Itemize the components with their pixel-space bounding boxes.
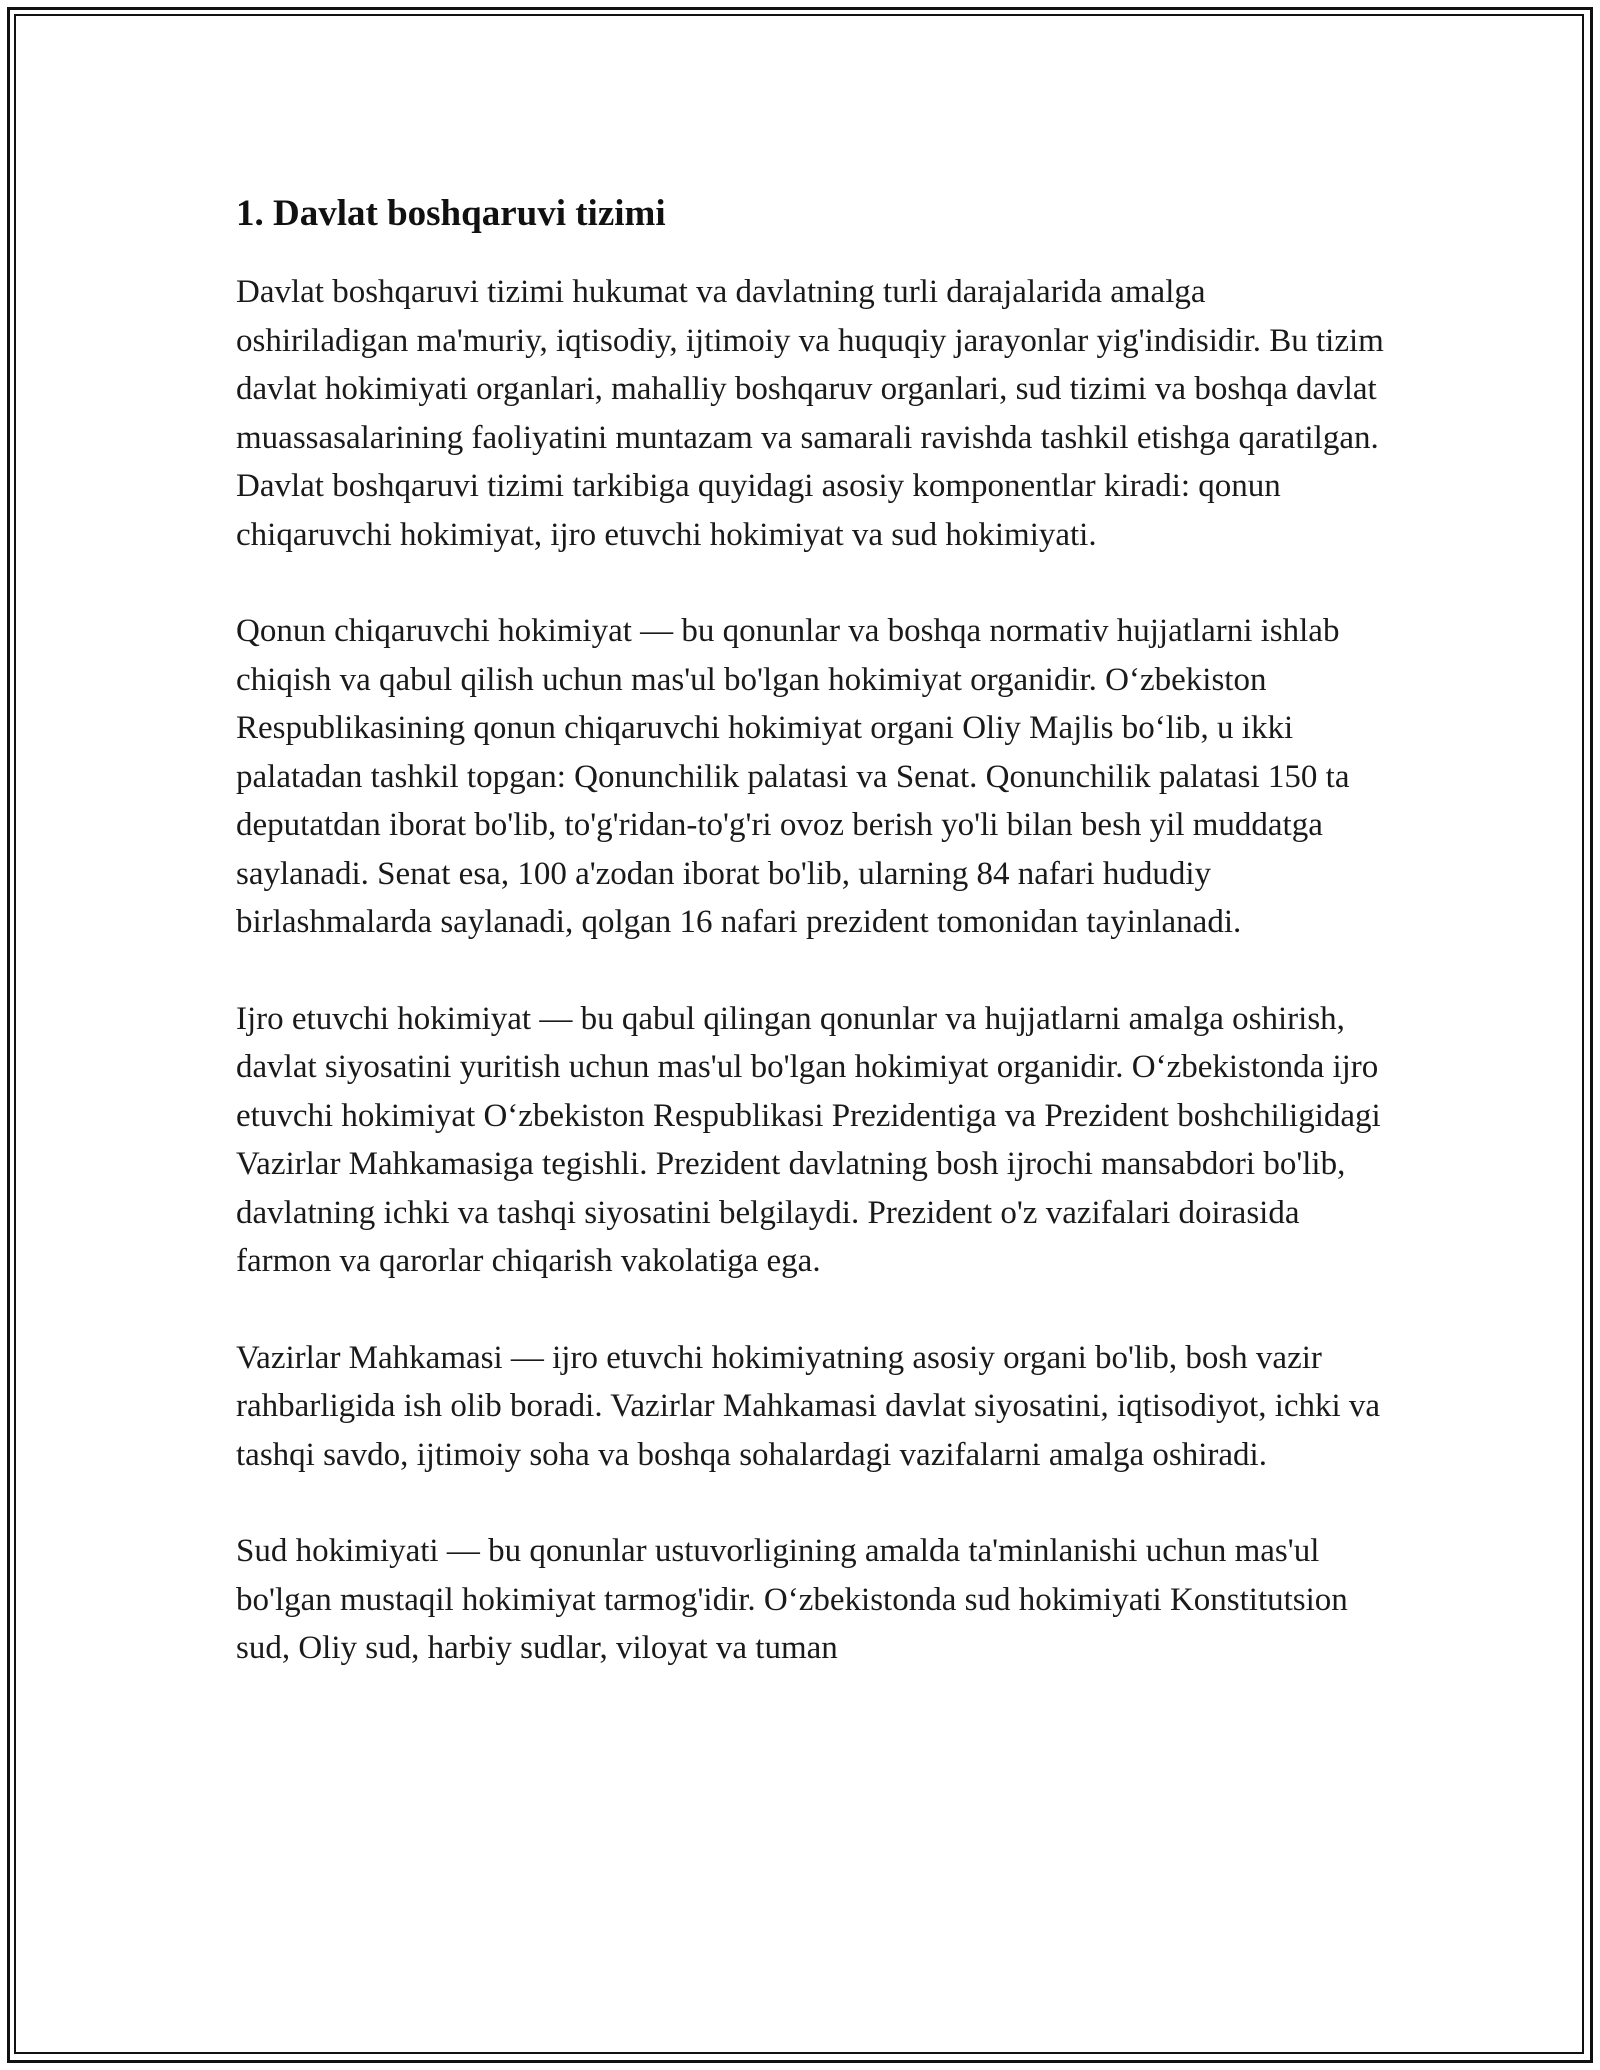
paragraph-legislative: Qonun chiqaruvchi hokimiyat — bu qonunlar va boshqa normativ hujjatlarni ishlab chiqish va qabul qilish uchun mas'ul bo'lgan hokimiyat organidir. O‘zbekiston Respublikasining qonun chiqaruvchi hokimiyat organi Oliy Majlis bo‘lib, u ikki palatadan tashkil topgan: Qonunchilik palatasi va Senat. Qonunchilik palatasi 150 ta deputatdan iborat bo'lib, to'g'ridan-to'g'ri ovoz berish yo'li bilan besh yil muddatga saylanadi. Senat esa, 100 a'zodan iborat bo'lib, ularning 84 nafari hududiy birlashmalarda saylanadi, qolgan 16 nafari prezident tomonidan tayinlanadi. <box>236 613 1350 940</box>
paragraph-cabinet: Vazirlar Mahkamasi — ijro etuvchi hokimiyatning asosiy organi bo'lib, bosh vazir rahbarligida ish olib boradi. Vazirlar Mahkamasi davlat siyosatini, iqtisodiyot, ichki va tashqi savdo, ijtimoiy soha va boshqa sohalardagi vazifalarni amalga oshiradi. <box>236 1339 1381 1473</box>
paragraph-intro: Davlat boshqaruvi tizimi hukumat va davlatning turli darajalarida amalga oshiriladigan ma'muriy, iqtisodiy, ijtimoiy va huquqiy jarayonlar yig'indisidir. Bu tizim davlat hokimiyati organlari, mahalliy boshqaruv organlari, sud tizimi va boshqa davlat muassasalarining faoliyatini muntazam va samarali ravishda tashkil etishga qaratilgan. Davlat boshqaruvi tizimi tarkibiga quyidagi asosiy komponentlar kiradi: qonun chiqaruvchi hokimiyat, ijro etuvchi hokimiyat va sud hokimiyati. <box>236 274 1384 553</box>
paragraph-judicial: Sud hokimiyati — bu qonunlar ustuvorligining amalda ta'minlanishi uchun mas'ul bo'lgan mustaqil hokimiyat tarmog'idir. O‘zbekistonda sud hokimiyati Konstitutsion sud, Oliy sud, harbiy sudlar, viloyat va tuman <box>236 1533 1348 1666</box>
paragraph-executive: Ijro etuvchi hokimiyat — bu qabul qilingan qonunlar va hujjatlarni amalga oshirish, davlat siyosatini yuritish uchun mas'ul bo'lgan hokimiyat organidir. O‘zbekistonda ijro etuvchi hokimiyat O‘zbekiston Respublikasi Prezidentiga va Prezident boshchiligidagi Vazirlar Mahkamasiga tegishli. Prezident davlatning bosh ijrochi mansabdori bo'lib, davlatning ichki va tashqi siyosatini belgilaydi. Prezident o'z vazifalari doirasida farmon va qarorlar chiqarish vakolatiga ega. <box>236 1000 1381 1279</box>
section-heading: 1. Davlat boshqaruvi tizimi <box>236 193 666 234</box>
document-body <box>236 186 1386 1721</box>
